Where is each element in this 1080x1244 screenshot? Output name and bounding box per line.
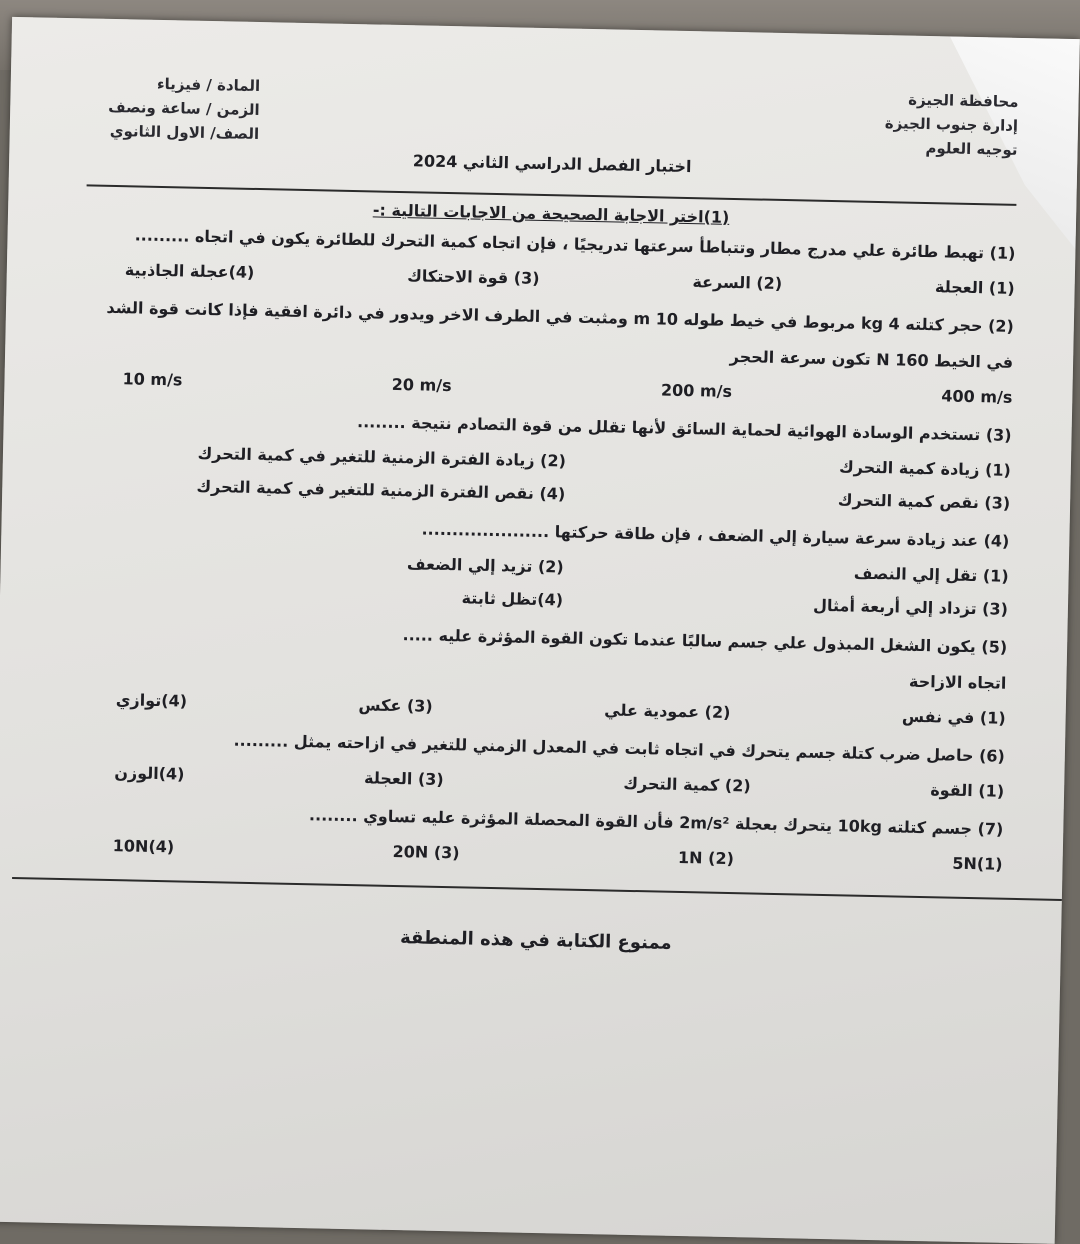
option[interactable]: (4)توازي: [115, 690, 188, 711]
option[interactable]: (2) زيادة الفترة الزمنية للتغير في كمية التحرك: [197, 443, 567, 471]
option[interactable]: (1) في نفس: [901, 706, 1006, 728]
option[interactable]: (3) تزداد إلي أربعة أمثال: [812, 595, 1009, 619]
option[interactable]: (2) كمية التحرك: [623, 773, 751, 796]
option[interactable]: (1) زيادة كمية التحرك: [838, 457, 1012, 480]
option[interactable]: 20 m/s: [391, 374, 452, 396]
option[interactable]: (2) السرعة: [692, 272, 783, 293]
option[interactable]: 400 m/s: [941, 386, 1013, 407]
bottom-divider: [12, 877, 1062, 901]
option[interactable]: 200 m/s: [660, 380, 733, 401]
option[interactable]: 1N (2): [677, 847, 735, 869]
header-subject: المادة / فيزياء: [156, 74, 261, 96]
question-2-cont: في الخيط 160 N تكون سرعة الحجر: [729, 346, 1014, 372]
option[interactable]: 5N(1): [952, 853, 1003, 874]
option[interactable]: (1) القوة: [930, 780, 1005, 801]
option[interactable]: (4)عجلة الجاذبية: [124, 260, 255, 282]
option[interactable]: 10N(4): [112, 836, 175, 857]
header-governorate: محافظة الجيزة: [908, 90, 1019, 111]
question-3: (3) تستخدم الوسادة الهوائية لحماية السائق لأنها تقلل من قوة التصادم نتيجة ........: [356, 412, 1012, 445]
exam-header: [87, 70, 1019, 199]
option[interactable]: (1) تقل إلي النصف: [853, 563, 1009, 586]
option[interactable]: (3) نقص كمية التحرك: [837, 490, 1011, 513]
header-administration: إدارة جنوب الجيزة: [884, 114, 1019, 135]
exam-title: اختبار الفصل الدراسي الثاني 2024: [412, 151, 692, 177]
header-department: توجيه العلوم: [925, 138, 1018, 159]
question-1: (1) تهبط طائرة علي مدرج مطار وتتباطأ سرعتها تدريجيًا ، فإن اتجاه كمية التحرك للطائرة يكون في اتجاه .........: [134, 225, 1016, 263]
exam-content: [71, 70, 1019, 960]
option[interactable]: (1) العجلة: [934, 277, 1015, 298]
section-title: (1)اختر الاجابة الصحيحة من الاجابات التالية :-: [372, 200, 730, 227]
option[interactable]: 10 m/s: [122, 369, 183, 390]
no-writing-notice: ممنوع الكتابة في هذه المنطقة: [399, 927, 672, 954]
question-4-options-b: [78, 580, 1008, 618]
question-7: (7) جسم كتلته 10kg يتحرك بعجلة 2m/s² فأن القوة المحصلة المؤثرة عليه تساوي ........: [308, 805, 1004, 839]
exam-paper: [0, 17, 1080, 1244]
option[interactable]: (2) تزيد إلي الضعف: [406, 554, 564, 577]
option[interactable]: (3) العجلة: [363, 768, 444, 790]
header-time: الزمن / ساعة ونصف: [108, 97, 260, 120]
option[interactable]: (2) عمودية علي: [604, 700, 731, 723]
question-5-cont: اتجاه الازاحة: [908, 671, 1007, 693]
option[interactable]: (3) عكس: [358, 695, 433, 716]
question-3-options-b: [80, 474, 1010, 512]
option[interactable]: (3) قوة الاحتكاك: [407, 266, 540, 288]
option[interactable]: (4)تظل ثابتة: [461, 588, 564, 610]
header-subject-info: [107, 71, 260, 146]
option[interactable]: (4)الوزن: [114, 763, 185, 784]
question-4: (4) عند زيادة سرعة سيارة إلي الضعف ، فإن طاقة حركتها .....................: [421, 519, 1010, 551]
question-5: (5) يكون الشغل المبذول علي جسم سالبًا عندما تكون القوة المؤثرة عليه .....: [402, 625, 1008, 657]
option[interactable]: (4) نقص الفترة الزمنية للتغير في كمية التحرك: [196, 476, 566, 504]
option[interactable]: 20N (3): [392, 841, 460, 863]
header-authority: [884, 87, 1019, 162]
header-grade: الصف/ الاول الثانوي: [109, 121, 260, 144]
question-6: (6) حاصل ضرب كتلة جسم يتحرك في اتجاه ثابت في المعدل الزمني للتغير في ازاحته يمثل .........: [233, 730, 1006, 766]
question-2: (2) حجر كتلته 4 kg مربوط في خيط طوله 10 m ومثبت في الطرف الاخر ويدور في دائرة افقية فإذا كانت قوة الشد: [106, 297, 1015, 336]
